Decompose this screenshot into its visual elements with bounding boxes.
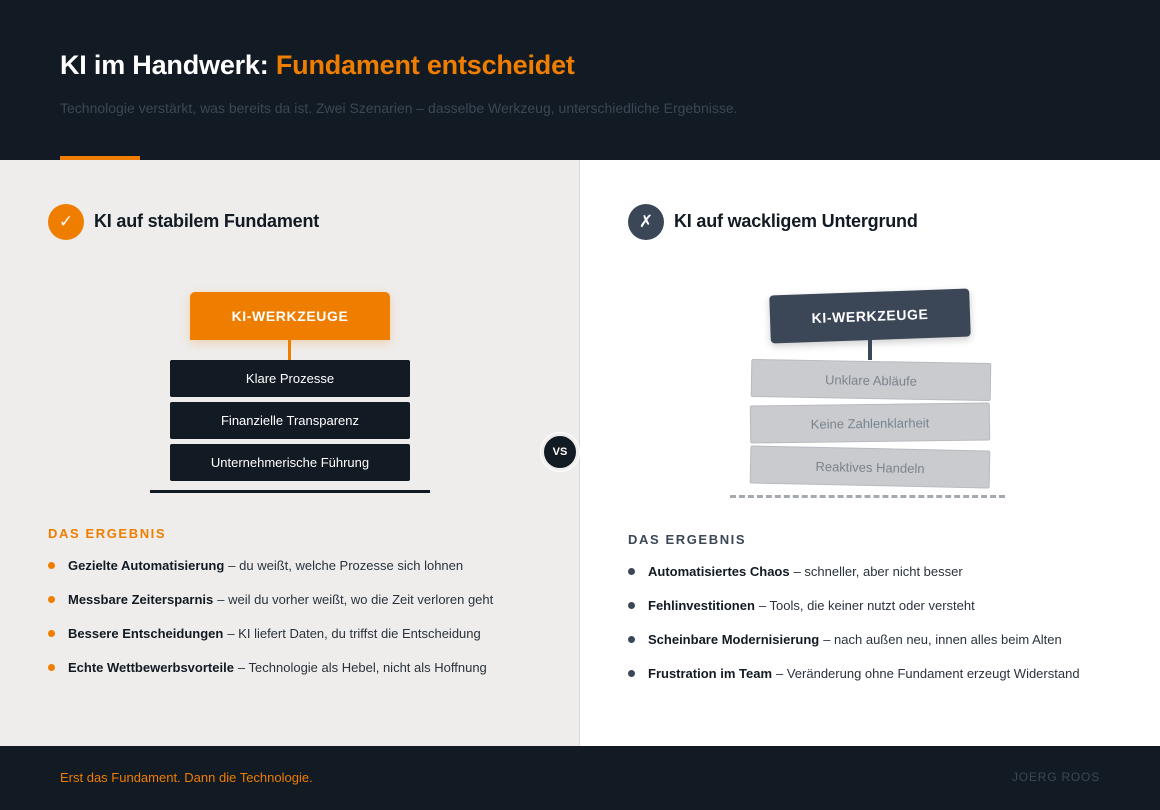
weak-foundation-block: Keine Zahlenklarheit (750, 403, 990, 444)
footer-author: JOERG ROOS (1011, 770, 1100, 784)
result-text: – Technologie als Hebel, nicht als Hoffnung (237, 660, 487, 675)
result-text: – KI liefert Daten, du triffst die Entscheidung (227, 626, 481, 641)
list-item (628, 564, 1080, 598)
list-item (48, 626, 493, 660)
connector-shaky (868, 338, 872, 360)
ground-line-solid (150, 490, 430, 493)
footer-tagline: Erst das Fundament. Dann die Technologie. (60, 770, 313, 785)
ai-tools-block-stable: KI-WERKZEUGE (190, 292, 390, 340)
result-bold: Messbare Zeitersparnis (68, 592, 214, 607)
list-item (48, 592, 493, 626)
bullet-icon (628, 670, 635, 677)
result-bold: Gezielte Automatisierung (68, 558, 225, 573)
result-bold: Echte Wettbewerbsvorteile (68, 660, 234, 675)
result-label-stable: DAS ERGEBNIS (48, 526, 167, 541)
result-list-shaky (628, 564, 1080, 700)
versus-badge: VS (541, 433, 579, 471)
result-label-shaky: DAS ERGEBNIS (628, 532, 747, 547)
ai-tools-block-shaky: KI-WERKZEUGE (769, 289, 971, 344)
header (0, 0, 1160, 160)
check-icon: ✓ (48, 204, 84, 240)
bullet-icon (48, 596, 55, 603)
result-text: – nach außen neu, innen alles beim Alten (823, 632, 1062, 647)
title-accent: Fundament entscheidet (275, 50, 575, 80)
page-title (60, 50, 575, 81)
connector-stable (288, 340, 291, 360)
list-item (48, 660, 493, 694)
bullet-icon (628, 602, 635, 609)
result-bold: Scheinbare Modernisierung (648, 632, 820, 647)
stable-foundation-title: KI auf stabilem Fundament (94, 211, 320, 231)
result-text: – Tools, die keiner nutzt oder versteht (758, 598, 975, 613)
weak-foundation-block: Unklare Abläufe (751, 359, 992, 401)
title-main: KI im Handwerk: (60, 50, 269, 80)
result-bold: Automatisiertes Chaos (648, 564, 790, 579)
bullet-icon (48, 562, 55, 569)
result-bold: Bessere Entscheidungen (68, 626, 224, 641)
result-bold: Frustration im Team (648, 666, 773, 681)
foundation-block: Finanzielle Transparenz (170, 402, 410, 439)
result-list-stable (48, 558, 493, 694)
list-item (48, 558, 493, 592)
ground-line-dashed (730, 495, 1005, 498)
bullet-icon (628, 636, 635, 643)
weak-foundation-block: Reaktives Handeln (750, 445, 991, 488)
bullet-icon (48, 630, 55, 637)
list-item (628, 666, 1080, 700)
foundation-block: Klare Prozesse (170, 360, 410, 397)
bullet-icon (628, 568, 635, 575)
result-text: – weil du vorher weißt, wo die Zeit verloren geht (217, 592, 494, 607)
panel-divider (579, 160, 580, 746)
result-text: – schneller, aber nicht besser (793, 564, 963, 579)
cross-icon: ✗ (628, 204, 664, 240)
shaky-foundation-title: KI auf wackligem Untergrund (674, 211, 918, 231)
foundation-block: Unternehmerische Führung (170, 444, 410, 481)
bullet-icon (48, 664, 55, 671)
page-subtitle: Technologie verstärkt, was bereits da ist. Zwei Szenarien – dasselbe Werkzeug, unterschiedliche Ergebnisse. (60, 100, 738, 116)
result-bold: Fehlinvestitionen (648, 598, 755, 613)
list-item (628, 598, 1080, 632)
footer (0, 746, 1160, 810)
list-item (628, 632, 1080, 666)
result-text: – Veränderung ohne Fundament erzeugt Widerstand (776, 666, 1080, 681)
result-text: – du weißt, welche Prozesse sich lohnen (228, 558, 464, 573)
